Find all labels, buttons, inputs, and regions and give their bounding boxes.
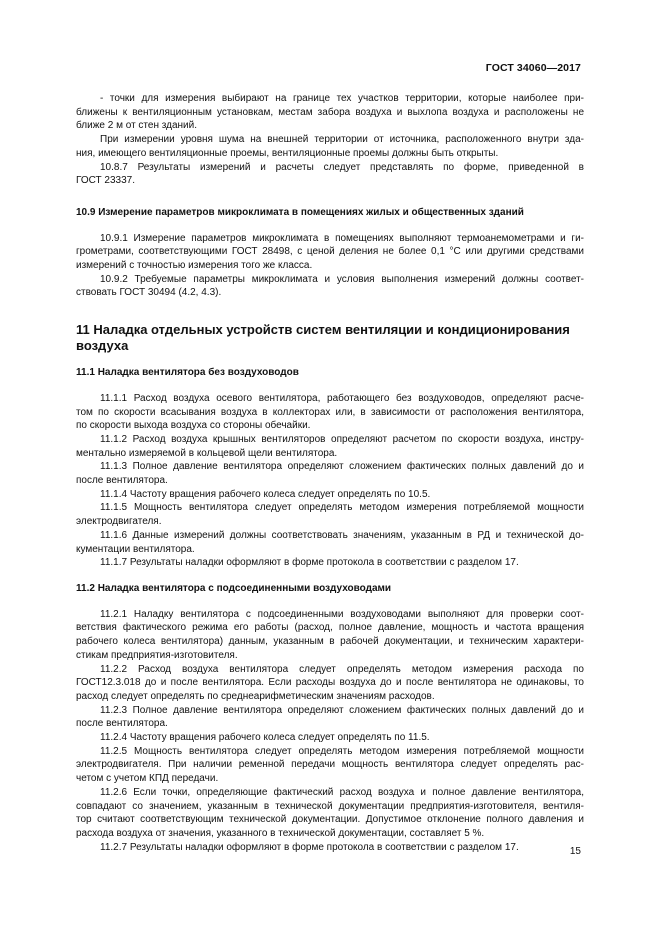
text-line: 11.2.7 Результаты наладки оформляют в форме протокола в соответствии с разделом 17. [100,841,519,853]
text-line: 10.9.1 Измерение параметров микроклимата в помещениях выполняют термоанемометрами и ги- [100,232,584,244]
section-heading-10-9: 10.9 Измерение параметров микроклимата в помещениях жилых и общественных зданий [76,206,524,218]
section-11-2-body [76,608,584,855]
text-line: после вентилятора. [76,475,168,487]
chapter-title-line: 11 Наладка отдельных устройств систем вентиляции и кондиционирования [76,322,570,338]
document-code: ГОСТ 34060—2017 [485,62,581,74]
text-line: 11.1.6 Данные измерений должны соответствовать значениям, указанным в РД и технической до- [100,529,584,541]
text-line: При измерении уровня шума на внешней территории от источника, расположенного внутри зда- [100,134,584,146]
text-line: 10.9.2 Требуемые параметры микроклимата и условия выполнения измерений должны соответ- [100,273,584,285]
text-line: по скорости выхода воздуха со стороны обечайки. [76,420,311,432]
text-line: ГОСТ 23337. [76,175,135,187]
text-line: совпадают со значением, указанным в технической документации предприятия-изготовителя, вентиля- [76,800,584,812]
text-line: ветствия фактического режима его работы (расход, полное давление, мощность и частота вращения [76,622,584,634]
text-line: ния, имеющего вентиляционные проемы, вентиляционные проемы должны быть открыты. [76,147,499,159]
text-line: стикам предприятия-изготовителя. [76,649,238,661]
text-line: 11.1.1 Расход воздуха осевого вентилятора, работающего без воздуховодов, определяют расче- [100,392,584,404]
text-line: электродвигателя. [76,516,162,528]
text-line: 11.2.3 Полное давление вентилятора определяют сложением фактических полных давлений до и [100,704,584,716]
text-line: расход следует определять по среднеарифметическим значениям расходов. [76,690,435,702]
text-line: 11.1.7 Результаты наладки оформляют в форме протокола в соответствии с разделом 17. [100,557,519,569]
text-line: ГОСТ12.3.018 до и после вентилятора. Если расходы воздуха до и после вентилятора не одинаковы, то [76,677,584,689]
text-line: 11.1.5 Мощность вентилятора следует определять методом измерения потребляемой мощности [100,502,584,514]
text-line: - точки для измерения выбирают на границе тех участков территории, которые наиболее при- [100,93,584,104]
page-number: 15 [569,846,581,857]
text-line: ближе 2 м от стен зданий. [76,120,197,132]
text-line: тор считают соответствующим технической документации. Допустимое отклонение полного давления и [76,814,584,826]
paragraph-block-intro [76,92,584,188]
text-line: расхода воздуха от значения, указанного в технической документации, составляет 5 %. [76,827,485,839]
text-line: том по скорости всасывания воздуха в коллекторах или, в зависимости от расположения вентилятора, [76,406,584,418]
text-line: рабочего колеса вентилятора) данным, указанным в рабочей документации, и техническим характери- [76,636,584,648]
text-line: 11.2.6 Если точки, определяющие фактический расход воздуха и полное давление вентилятора, [100,786,584,798]
text-line: 11.2.2 Расход воздуха вентилятора следует определять методом измерения расхода по [100,663,584,675]
text-line: ментально измеряемой в кольцевой щели вентилятора. [76,447,338,459]
text-line: ствовать ГОСТ 30494 (4.2, 4.3). [76,287,222,299]
text-line: 11.2.4 Частоту вращения рабочего колеса следует определять по 11.5. [100,732,430,744]
text-line: электродвигателя. При наличии ременной передачи мощность вентилятора следует определять рас- [76,759,584,771]
text-line: 11.1.3 Полное давление вентилятора определяют сложением фактических полных давлений до и [100,461,584,473]
text-line: 10.8.7 Результаты измерений и расчеты следует представлять по форме, приведенной в [100,161,584,173]
text-line: кументации вентилятора. [76,543,195,555]
text-line: ближены к вентиляционным установкам, местам забора воздуха и выхлопа воздуха и расположены не [76,106,584,118]
section-11-1-body [76,392,584,570]
text-line: 11.1.2 Расход воздуха крышных вентиляторов определяют расчетом по скорости воздуха, инстру- [100,433,584,445]
page-content [76,92,584,854]
text-line: измерений с точностью измерения того же класса. [76,260,313,272]
text-line: 11.2.1 Наладку вентилятора с подсоединенными воздуховодами выполняют для проверки соот- [100,608,584,620]
text-line: 11.2.5 Мощность вентилятора следует определять методом измерения потребляемой мощности [100,745,584,757]
text-line: после вентилятора. [76,718,168,730]
text-line: 11.1.4 Частоту вращения рабочего колеса следует определять по 10.5. [100,488,431,500]
section-heading-11-2: 11.2 Наладка вентилятора с подсоединенными воздуховодами [76,582,392,594]
section-heading-11-1: 11.1 Наладка вентилятора без воздуховодов [76,367,299,379]
chapter-title-line: воздуха [76,338,129,354]
text-line: грометрами, соответствующими ГОСТ 28498, с ценой деления не более 0,1 °С или другими средствами [76,246,584,258]
chapter-heading-11 [76,322,584,354]
text-line: четом с учетом КПД передачи. [76,773,219,785]
section-10-9-body [76,232,584,301]
